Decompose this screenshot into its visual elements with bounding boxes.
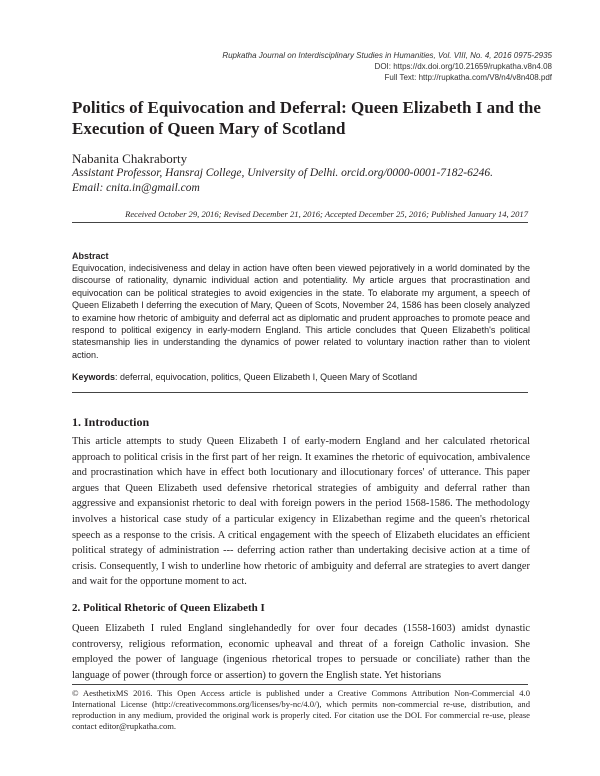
author-affiliation: [72, 166, 552, 196]
article-dates: Received October 29, 2016; Revised December 21, 2016; Accepted December 25, 2016; Published January 14, 2017: [125, 209, 528, 219]
keywords: [72, 371, 530, 383]
footer-divider: [72, 684, 528, 685]
fulltext-line[interactable]: Full Text: http://rupkatha.com/V8/n4/v8n408.pdf: [384, 73, 552, 82]
license-footnote: © AesthetixMS 2016. This Open Access article is published under a Creative Commons Attribution Non-Commercial 4.0 International License (http://creativecommons.org/licenses/by-nc/4.0/), which permits non-commercial re-use, distribution, and reproduction in any medium, provided the original work is properly cited. For citation use the DOI. For commercial re-use, please contact editor@rupkatha.com.: [72, 688, 530, 731]
section-text-introduction: This article attempts to study Queen Elizabeth I of early-modern England and her calculated rhetorical approach to political crisis in the first part of her reign. It examines the rhetoric of equivocation, ambivalence and procrastination which have in effect both locutionary and illocutionary forces' of utterance. This paper argues that Queen Elizabeth used defensive rhetorical strategies of ambiguity and deferral rather than aggressive and expansionist rhetoric to deal with foreign powers in the period 1568-1586. The methodology involves a historical case study of a particular exigency in Elizabethan regime and the queen's rhetorical speech as a response to the crisis. A critical engagement with the speech of Elizabeth elucidates an efficient political strategy of administration --- deferring action rather than undertaking decisive action at a time of crisis. Consequently, I wish to underline how rhetoric of ambiguity and deferral are strategies to avert danger and wait for the opportune moment to act.: [72, 436, 530, 588]
affiliation-line: Assistant Professor, Hansraj College, University of Delhi. orcid.org/0000-0001-7182-6246.: [72, 167, 494, 179]
author-name: Nabanita Chakraborty: [72, 151, 188, 166]
running-header: [222, 50, 552, 83]
section-text-political-rhetoric: Queen Elizabeth I ruled England singlehandedly for over four decades (1558-1603) amidst dynastic controversy, religious reformation, economic upheaval and threat of a foreign Catholic invasion. She employed the power of language (ingenious rhetorical tropes to persuade or conciliate) rather than the language of power (through force or assertion) to govern the English state. Yet historians: [72, 623, 530, 681]
section-heading-introduction: 1. Introduction: [72, 415, 150, 429]
keywords-label: Keywords: [72, 372, 116, 382]
abstract-divider: [72, 392, 528, 393]
keywords-text: : deferral, equivocation, politics, Queen Elizabeth I, Queen Mary of Scotland: [115, 372, 418, 382]
abstract-text: Equivocation, indecisiveness and delay in action have often been viewed pejoratively in a world dominated by the discourse of rationality, dynamic individual action and potentiality. My article argues that procrastination and equivocation can be political strategies to avoid exigencies in the state. To elaborate my argument, a speech of Queen Elizabeth I deferring the execution of Mary, Queen of Scots, November 24, 1586 has been closely analyzed to examine how rhetoric of ambiguity and deferral act as diplomatic and prudent approaches to promote peace and respond to political exigency in early-modern England. This article concludes that Queen Elizabeth's political statesmanship lies in understanding the dynamics of power related to voluntary inaction rather than to violent action.: [72, 263, 530, 360]
top-divider: [72, 222, 528, 223]
doi-line[interactable]: DOI: https://dx.doi.org/10.21659/rupkatha.v8n4.08: [374, 62, 552, 71]
email-line[interactable]: Email: cnita.in@gmail.com: [72, 182, 200, 194]
abstract-heading: Abstract: [72, 251, 109, 261]
journal-line: Rupkatha Journal on Interdisciplinary Studies in Humanities, Vol. VIII, No. 4, 2016 0975-2935: [222, 51, 552, 60]
article-title: Politics of Equivocation and Deferral: Queen Elizabeth I and the Execution of Queen Mary of Scotland: [72, 98, 541, 138]
section-heading-political-rhetoric: 2. Political Rhetoric of Queen Elizabeth I: [72, 602, 265, 614]
